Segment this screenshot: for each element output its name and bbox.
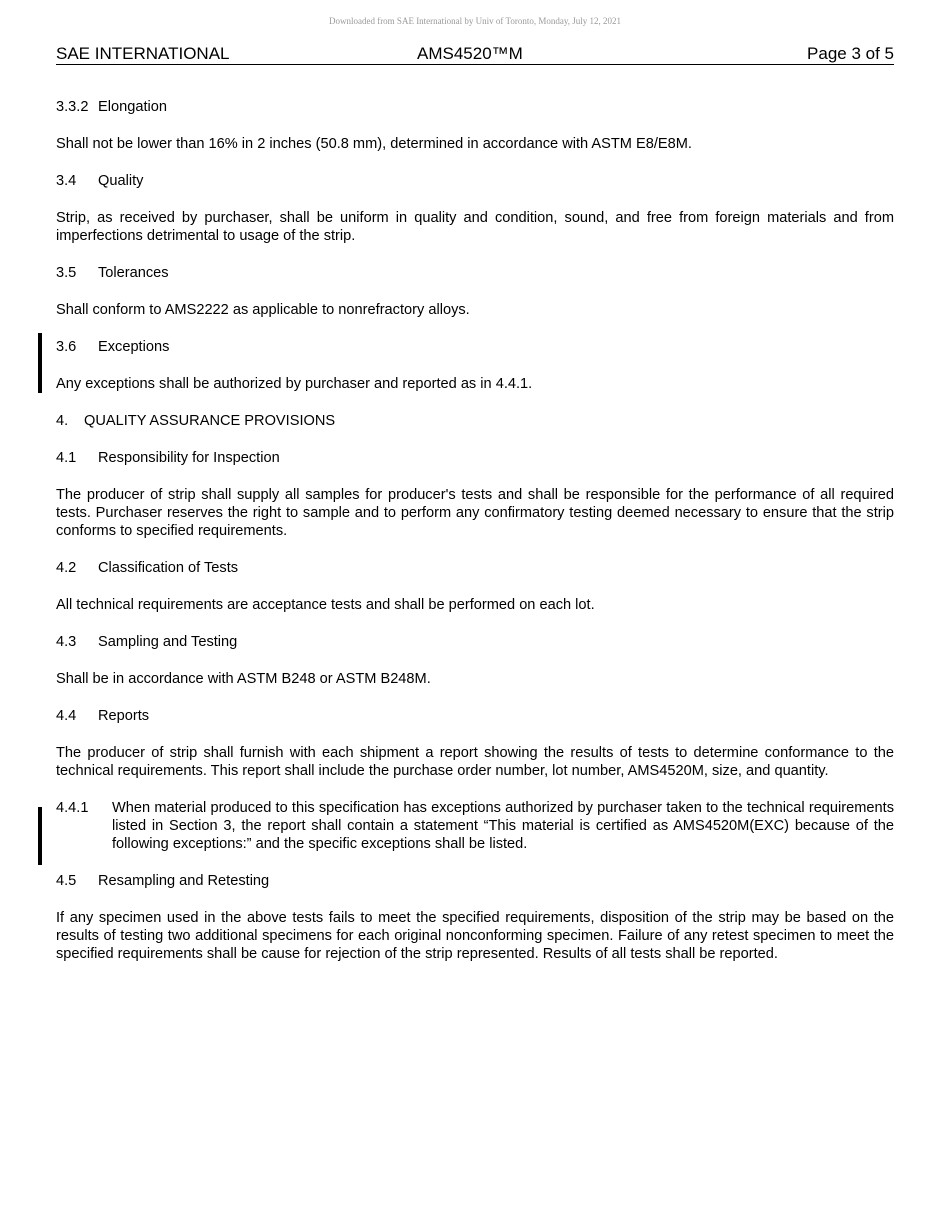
document-body [56, 98, 894, 963]
paragraph-3-3-2: Shall not be lower than 16% in 2 inches (50.8 mm), determined in accordance with ASTM E8/E8M. [56, 136, 692, 152]
section-number: 4.3 [56, 634, 77, 650]
running-header [56, 44, 894, 65]
section-number: 4. [56, 413, 69, 429]
heading-4-3 [56, 633, 894, 651]
heading-4-2 [56, 559, 894, 577]
section-number: 4.5 [56, 873, 77, 889]
heading-4-1 [56, 449, 894, 467]
section-title: Exceptions [98, 339, 170, 355]
section-title: Sampling and Testing [98, 634, 238, 650]
download-watermark: Downloaded from SAE International by Univ of Toronto, Monday, July 12, 2021 [328, 16, 622, 26]
heading-3-4 [56, 172, 894, 190]
header-document-id: AMS4520™M [417, 44, 523, 63]
section-number: 3.6 [56, 339, 77, 355]
section-title: Classification of Tests [98, 560, 239, 576]
section-title: Resampling and Retesting [98, 873, 270, 889]
paragraph-3-6: Any exceptions shall be authorized by purchaser and reported as in 4.4.1. [56, 376, 533, 392]
heading-4-5 [56, 872, 894, 890]
paragraph-4-3: Shall be in accordance with ASTM B248 or ASTM B248M. [56, 671, 431, 687]
heading-4 [56, 412, 894, 430]
paragraph-4-1: The producer of strip shall supply all samples for producer's tests and shall be responsible for the performance of all required tests. Purchaser reserves the right to sample and to perform any confirmatory testing deemed necessary to ensure that the strip conforms to specified requirements. [56, 487, 894, 539]
section-number: 3.3.2 [56, 99, 89, 115]
heading-3-5 [56, 264, 894, 282]
section-title: Reports [98, 708, 150, 724]
change-bar-3-6 [38, 333, 42, 393]
section-number: 3.4 [56, 173, 77, 189]
section-title: QUALITY ASSURANCE PROVISIONS [84, 413, 336, 429]
paragraph-3-5: Shall conform to AMS2222 as applicable to nonrefractory alloys. [56, 302, 470, 318]
section-title: Tolerances [98, 265, 169, 281]
section-title: Elongation [98, 99, 167, 115]
paragraph-4-2: All technical requirements are acceptance tests and shall be performed on each lot. [56, 597, 595, 613]
section-number: 3.5 [56, 265, 77, 281]
heading-3-6 [56, 338, 894, 356]
header-organization: SAE INTERNATIONAL [56, 44, 230, 63]
heading-4-4 [56, 707, 894, 725]
section-number: 4.4.1 [56, 800, 89, 816]
section-number: 4.4 [56, 708, 77, 724]
section-number: 4.1 [56, 450, 77, 466]
paragraph-text: When material produced to this specification has exceptions authorized by purchaser taken to the technical requirements listed in Section 3, the report shall contain a statement “This material is certified as AMS4520M(EXC) because of the following exceptions:” and the specific exceptions shall be listed. [112, 800, 894, 852]
paragraph-3-4: Strip, as received by purchaser, shall be uniform in quality and condition, sound, and free from foreign materials and from imperfections detrimental to usage of the strip. [56, 210, 894, 244]
paragraph-4-4: The producer of strip shall furnish with each shipment a report showing the results of tests to determine conformance to the technical requirements. This report shall include the purchase order number, lot number, AMS4520M, size, and quantity. [56, 745, 894, 779]
section-title: Quality [98, 173, 144, 189]
change-bar-4-4-1 [38, 807, 42, 865]
paragraph-4-5: If any specimen used in the above tests fails to meet the specified requirements, disposition of the strip may be based on the results of testing two additional specimens for each original nonconforming specimen. Failure of any retest specimen to meet the specified requirements shall be cause for rejection of the strip represented. Results of all tests shall be reported. [56, 910, 894, 962]
header-page-number: Page 3 of 5 [807, 44, 894, 63]
heading-3-3-2 [56, 98, 894, 116]
paragraph-4-4-1 [56, 799, 894, 853]
section-title: Responsibility for Inspection [98, 450, 280, 466]
section-number: 4.2 [56, 560, 77, 576]
